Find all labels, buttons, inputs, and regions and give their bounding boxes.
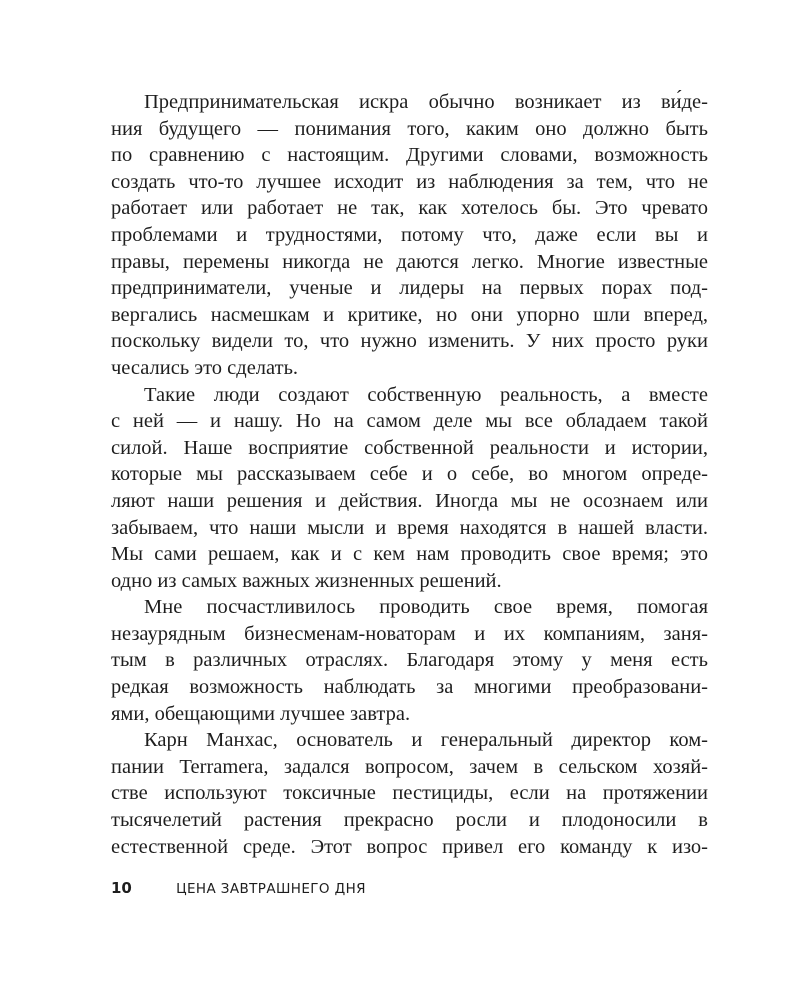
text-line: создать что-то лучшее исходит из наблюдения за тем, что не (111, 170, 708, 193)
text-line: силой. Наше восприятие собственной реальности и истории, (111, 436, 708, 459)
text-line: естественной среде. Этот вопрос привел его команду к изо- (111, 835, 708, 858)
text-line: правы, перемены никогда не даются легко. Многие известные (111, 250, 708, 273)
text-line: Предпринимательская искра обычно возникает из ви́де- (144, 91, 708, 113)
text-line: которые мы рассказываем себе и о себе, во многом опреде- (111, 463, 708, 486)
text-line: чесались это сделать. (111, 356, 299, 379)
text-line: ния будущего — понимания того, каким оно должно быть (111, 117, 708, 140)
text-line: тым в различных отраслях. Благодаря этому у меня есть (111, 649, 708, 672)
text-line: забываем, что наши мысли и время находятся в нашей власти. (111, 516, 708, 539)
text-line: редкая возможность наблюдать за многими преобразовани- (111, 676, 708, 699)
page-number: 10 (111, 879, 132, 897)
text-line: пании Terramera, задался вопросом, зачем в сельском хозяй- (111, 755, 708, 778)
text-line: ями, обещающими лучшее завтра. (111, 702, 411, 725)
text-line: Мне посчастливилось проводить свое время, помогая (144, 596, 708, 619)
text-line: работает или работает не так, как хотелось бы. Это чревато (111, 197, 708, 220)
text-line: проблемами и трудностями, потому что, даже если вы и (111, 223, 708, 246)
text-line: вергались насмешкам и критике, но они упорно шли вперед, (111, 303, 708, 326)
running-title: ЦЕНА ЗАВТРАШНЕГО ДНЯ (176, 881, 366, 897)
text-line: ляют наши решения и действия. Иногда мы не осознаем или (111, 489, 708, 512)
text-line: одно из самых важных жизненных решений. (111, 569, 502, 592)
text-line: незаурядным бизнесменам-новаторам и их компаниям, заня- (111, 622, 708, 645)
text-line: предприниматели, ученые и лидеры на первых порах под- (111, 277, 708, 300)
text-line: тысячелетий растения прекрасно росли и плодоносили в (111, 809, 708, 832)
text-line: поскольку видели то, что нужно изменить. У них просто руки (111, 330, 708, 353)
body-text (111, 89, 708, 860)
page-footer (111, 878, 366, 898)
text-line: стве используют токсичные пестициды, если на протяжении (111, 782, 708, 805)
text-line: Мы сами решаем, как и с кем нам проводить свое время; это (111, 543, 708, 566)
text-line: Карн Манхас, основатель и генеральный директор ком- (144, 729, 708, 752)
text-line: Такие люди создают собственную реальность, а вместе (144, 383, 708, 406)
text-line: с ней — и нашу. Но на самом деле мы все обладаем такой (111, 410, 708, 433)
text-line: по сравнению с настоящим. Другими словами, возможность (111, 144, 708, 167)
